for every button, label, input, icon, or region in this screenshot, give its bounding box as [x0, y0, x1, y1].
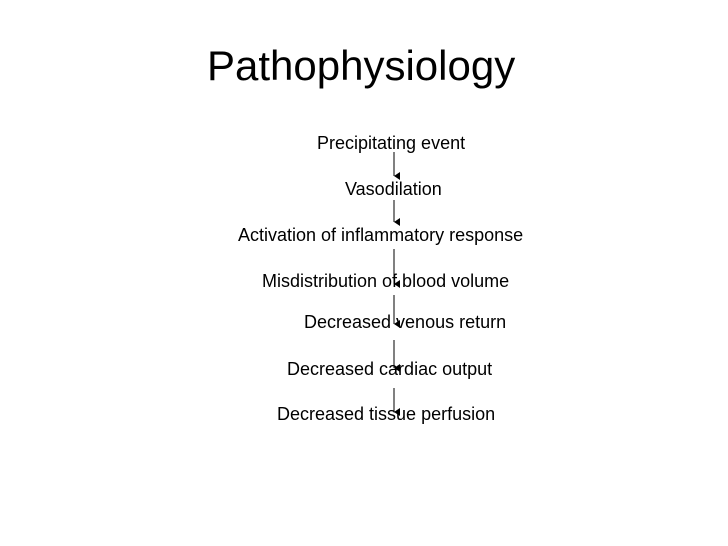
flow-step-activation-inflammatory-response: Activation of inflammatory response	[238, 225, 524, 245]
flow-step-misdistribution-blood-volume: Misdistribution of blood volume	[262, 271, 510, 291]
flow-step-decreased-cardiac-output: Decreased cardiac output	[287, 359, 493, 379]
slide-title: Pathophysiology	[207, 42, 516, 89]
flow-step-precipitating-event: Precipitating event	[317, 133, 466, 153]
flow-step-decreased-venous-return: Decreased venous return	[304, 312, 507, 332]
flow-step-vasodilation: Vasodilation	[345, 179, 442, 199]
flow-step-decreased-tissue-perfusion: Decreased tissue perfusion	[277, 404, 496, 424]
